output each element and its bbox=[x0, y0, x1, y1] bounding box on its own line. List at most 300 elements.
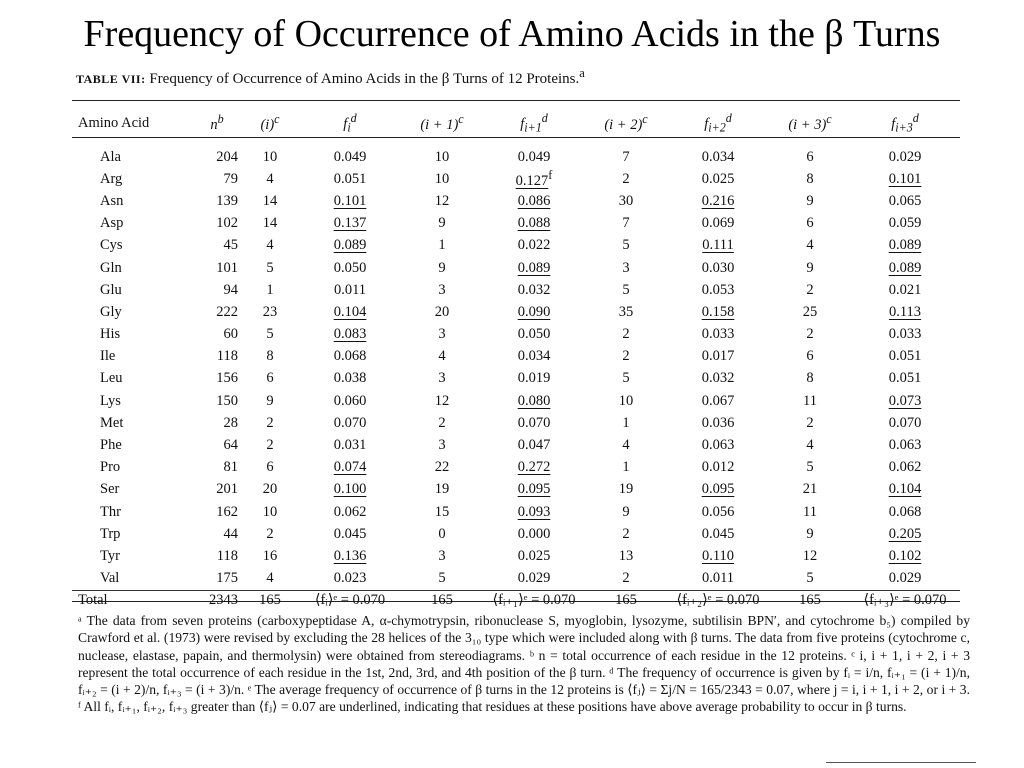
cell-value: 0.050 bbox=[333, 259, 367, 276]
cell-i3 bbox=[770, 390, 850, 412]
cell-i3 bbox=[770, 279, 850, 301]
cell-value: 0.051 bbox=[333, 170, 367, 187]
column-header bbox=[402, 110, 482, 136]
cell-value: 9 bbox=[806, 192, 814, 209]
cell-value: 4 bbox=[622, 437, 630, 454]
cell-aa bbox=[72, 457, 192, 479]
cell-value: 3 bbox=[622, 259, 630, 276]
cell-i2 bbox=[586, 368, 666, 390]
cell-value: 3 bbox=[438, 547, 446, 564]
cell-value: 0.083 bbox=[333, 326, 367, 343]
cell-value: Trp bbox=[100, 525, 121, 542]
cell-value: Ser bbox=[100, 481, 120, 498]
cell-i1 bbox=[402, 479, 482, 501]
cell-i2 bbox=[586, 412, 666, 434]
cell-fi1 bbox=[482, 190, 586, 212]
cell-value: 0.029 bbox=[517, 570, 551, 587]
column-header-label: n bbox=[210, 116, 218, 133]
column-header bbox=[586, 110, 666, 136]
table-row bbox=[72, 457, 960, 479]
total-row bbox=[72, 590, 960, 611]
cell-aa bbox=[72, 301, 192, 323]
cell-aa bbox=[72, 545, 192, 567]
cell-value: 175 bbox=[216, 570, 238, 587]
cell-value: 0.216 bbox=[701, 192, 735, 209]
cell-value: 9 bbox=[438, 215, 446, 232]
cell-value: 35 bbox=[618, 303, 634, 320]
cell-i bbox=[242, 190, 298, 212]
cell-n bbox=[192, 235, 242, 257]
cell-value: 2 bbox=[622, 170, 630, 187]
cell-value: 156 bbox=[216, 370, 238, 387]
cell-value: Phe bbox=[100, 437, 122, 454]
cell-value: 6 bbox=[806, 148, 814, 165]
cell-value: 4 bbox=[438, 348, 446, 365]
total-cell-i1: 165 bbox=[402, 590, 482, 611]
cell-value: 14 bbox=[262, 192, 278, 209]
cell-i bbox=[242, 457, 298, 479]
column-header-label: Amino Acid bbox=[78, 114, 150, 131]
cell-n bbox=[192, 457, 242, 479]
cell-i bbox=[242, 390, 298, 412]
cell-value: 2 bbox=[266, 525, 274, 542]
cell-value: 0.029 bbox=[888, 570, 922, 587]
cell-value: 1 bbox=[266, 281, 274, 298]
cell-value: 1 bbox=[622, 459, 630, 476]
cell-fi3 bbox=[850, 213, 960, 235]
cell-fi1 bbox=[482, 257, 586, 279]
cell-fi2 bbox=[666, 545, 770, 567]
cell-value: 0.045 bbox=[333, 525, 367, 542]
cell-fi2 bbox=[666, 213, 770, 235]
cell-fi2 bbox=[666, 168, 770, 190]
cell-value: 5 bbox=[622, 237, 630, 254]
cell-i2 bbox=[586, 501, 666, 523]
cell-fi2 bbox=[666, 501, 770, 523]
cell-value: 0.000 bbox=[517, 525, 551, 542]
cell-value: 0.047 bbox=[517, 437, 551, 454]
cell-value: 20 bbox=[434, 303, 450, 320]
cell-i2 bbox=[586, 346, 666, 368]
cell-fi1 bbox=[482, 324, 586, 346]
cell-fi bbox=[298, 545, 402, 567]
cell-i1 bbox=[402, 324, 482, 346]
cell-value: 0.063 bbox=[701, 437, 735, 454]
cell-fi1 bbox=[482, 390, 586, 412]
column-header bbox=[192, 110, 242, 136]
cell-value: 13 bbox=[618, 547, 634, 564]
cell-value: 0.104 bbox=[333, 303, 367, 320]
cell-value: 0.049 bbox=[517, 148, 551, 165]
cell-fi3 bbox=[850, 346, 960, 368]
total-cell-i: 165 bbox=[242, 590, 298, 611]
table-row bbox=[72, 324, 960, 346]
cell-value: 4 bbox=[806, 437, 814, 454]
cell-value: 0.036 bbox=[701, 414, 735, 431]
cell-fi2 bbox=[666, 301, 770, 323]
cell-value: 0.032 bbox=[517, 281, 551, 298]
cell-value: 10 bbox=[618, 392, 634, 409]
cell-i1 bbox=[402, 545, 482, 567]
column-header bbox=[482, 110, 586, 136]
cell-value: 0.127 bbox=[515, 173, 549, 190]
cell-n bbox=[192, 324, 242, 346]
cell-value: 2 bbox=[438, 414, 446, 431]
cell-i2 bbox=[586, 479, 666, 501]
cell-value: 0.089 bbox=[888, 237, 922, 254]
cell-footnote-mark: f bbox=[548, 168, 553, 183]
cell-value: 0.101 bbox=[333, 192, 367, 209]
cell-i3 bbox=[770, 235, 850, 257]
cell-fi1 bbox=[482, 545, 586, 567]
cell-value: 0.031 bbox=[333, 437, 367, 454]
column-header-label: f bbox=[704, 115, 709, 132]
cell-value: 2 bbox=[806, 281, 814, 298]
cell-fi3 bbox=[850, 568, 960, 591]
cell-i3 bbox=[770, 545, 850, 567]
cell-i bbox=[242, 279, 298, 301]
cell-value: 0.049 bbox=[333, 148, 367, 165]
column-header-footnote-mark: c bbox=[826, 112, 832, 127]
cell-value: 0.068 bbox=[888, 503, 922, 520]
cell-i3 bbox=[770, 434, 850, 456]
cell-value: 3 bbox=[438, 281, 446, 298]
cell-value: 0.110 bbox=[701, 547, 735, 564]
cell-value: 8 bbox=[266, 348, 274, 365]
cell-fi3 bbox=[850, 301, 960, 323]
cell-value: 4 bbox=[266, 570, 274, 587]
cell-value: 22 bbox=[434, 459, 450, 476]
cell-n bbox=[192, 434, 242, 456]
cell-fi bbox=[298, 324, 402, 346]
cell-value: 0.017 bbox=[701, 348, 735, 365]
cell-aa bbox=[72, 346, 192, 368]
cell-value: 0.067 bbox=[701, 392, 735, 409]
column-header-label: f bbox=[343, 115, 348, 132]
cell-fi bbox=[298, 479, 402, 501]
cell-i1 bbox=[402, 213, 482, 235]
cell-fi bbox=[298, 136, 402, 168]
cell-value: 0.032 bbox=[701, 370, 735, 387]
cell-fi2 bbox=[666, 479, 770, 501]
cell-value: 0.137 bbox=[333, 215, 367, 232]
cell-value: 8 bbox=[806, 170, 814, 187]
cell-fi1 bbox=[482, 412, 586, 434]
cell-i2 bbox=[586, 324, 666, 346]
total-cell-label: Total bbox=[72, 590, 192, 611]
cell-value: 0.089 bbox=[333, 237, 367, 254]
cell-fi3 bbox=[850, 457, 960, 479]
cell-value: 0.089 bbox=[888, 259, 922, 276]
cell-i1 bbox=[402, 390, 482, 412]
cell-value: 14 bbox=[262, 215, 278, 232]
cell-fi bbox=[298, 523, 402, 545]
cell-fi1 bbox=[482, 368, 586, 390]
cell-fi3 bbox=[850, 190, 960, 212]
cell-value: 10 bbox=[434, 148, 450, 165]
cell-fi3 bbox=[850, 257, 960, 279]
cell-value: 28 bbox=[223, 414, 238, 431]
table-row bbox=[72, 213, 960, 235]
cell-aa bbox=[72, 136, 192, 168]
column-header-footnote-mark: d bbox=[541, 110, 548, 125]
cell-i1 bbox=[402, 434, 482, 456]
cell-fi2 bbox=[666, 390, 770, 412]
cell-value: 0.070 bbox=[888, 414, 922, 431]
cell-i bbox=[242, 235, 298, 257]
cell-value: 0.011 bbox=[333, 281, 367, 298]
cell-fi bbox=[298, 235, 402, 257]
cell-value: 0.050 bbox=[517, 326, 551, 343]
column-header-label: (i + 3) bbox=[788, 116, 827, 133]
cell-fi2 bbox=[666, 457, 770, 479]
cell-i1 bbox=[402, 412, 482, 434]
cell-fi3 bbox=[850, 136, 960, 168]
cell-i2 bbox=[586, 434, 666, 456]
cell-n bbox=[192, 279, 242, 301]
table-row bbox=[72, 568, 960, 591]
cell-i bbox=[242, 136, 298, 168]
cell-i2 bbox=[586, 457, 666, 479]
cell-i bbox=[242, 257, 298, 279]
column-header-label: (i) bbox=[260, 116, 275, 133]
cell-value: 6 bbox=[806, 215, 814, 232]
cell-fi bbox=[298, 501, 402, 523]
cell-value: 0.045 bbox=[701, 525, 735, 542]
cell-value: 4 bbox=[266, 170, 274, 187]
cell-fi3 bbox=[850, 434, 960, 456]
cell-value: 0.086 bbox=[517, 192, 551, 209]
cell-value: 25 bbox=[802, 303, 818, 320]
cell-aa bbox=[72, 412, 192, 434]
cell-i bbox=[242, 412, 298, 434]
cell-value: 5 bbox=[622, 281, 630, 298]
cell-value: 0.025 bbox=[517, 547, 551, 564]
cell-fi3 bbox=[850, 523, 960, 545]
column-header-label: (i + 2) bbox=[604, 116, 643, 133]
cell-aa bbox=[72, 434, 192, 456]
cell-i3 bbox=[770, 457, 850, 479]
table-caption-text: Frequency of Occurrence of Amino Acids in the β Turns of 12 Proteins. bbox=[149, 71, 580, 87]
cell-value: 44 bbox=[223, 525, 238, 542]
cell-aa bbox=[72, 257, 192, 279]
table-row bbox=[72, 346, 960, 368]
cell-fi3 bbox=[850, 479, 960, 501]
cell-value: 19 bbox=[618, 481, 634, 498]
cell-value: 201 bbox=[216, 481, 238, 498]
cell-value: 0.111 bbox=[702, 237, 734, 254]
cell-value: 0.019 bbox=[517, 370, 551, 387]
cell-n bbox=[192, 368, 242, 390]
cell-value: 0.068 bbox=[333, 348, 367, 365]
cell-value: 10 bbox=[262, 148, 278, 165]
cell-value: Pro bbox=[100, 459, 121, 476]
cell-value: 222 bbox=[216, 303, 238, 320]
cell-aa bbox=[72, 324, 192, 346]
cell-value: 2 bbox=[806, 326, 814, 343]
cell-value: 6 bbox=[266, 370, 274, 387]
cell-n bbox=[192, 136, 242, 168]
table-row bbox=[72, 412, 960, 434]
cell-value: 0.101 bbox=[888, 170, 922, 187]
table-row bbox=[72, 168, 960, 190]
cell-n bbox=[192, 346, 242, 368]
cell-fi1 bbox=[482, 479, 586, 501]
cell-fi bbox=[298, 301, 402, 323]
cell-value: 0.070 bbox=[517, 414, 551, 431]
cell-i3 bbox=[770, 168, 850, 190]
column-header-label: f bbox=[520, 115, 525, 132]
cell-fi1 bbox=[482, 501, 586, 523]
cell-n bbox=[192, 390, 242, 412]
cell-i bbox=[242, 479, 298, 501]
cell-value: 11 bbox=[803, 392, 817, 409]
cell-value: 5 bbox=[438, 570, 446, 587]
cell-value: 0.080 bbox=[517, 392, 551, 409]
cell-value: 2 bbox=[622, 348, 630, 365]
cell-fi3 bbox=[850, 545, 960, 567]
cell-value: Tyr bbox=[100, 547, 120, 564]
slide-title: Frequency of Occurrence of Amino Acids in the β Turns bbox=[83, 13, 941, 55]
total-cell-fi1: ⟨fᵢ₊₁⟩ᵉ = 0.070 bbox=[482, 590, 586, 611]
cell-fi2 bbox=[666, 346, 770, 368]
amino-acid-frequency-table bbox=[72, 110, 960, 611]
cell-aa bbox=[72, 568, 192, 591]
cell-fi bbox=[298, 213, 402, 235]
cell-value: 81 bbox=[223, 459, 238, 476]
cell-fi1 bbox=[482, 279, 586, 301]
cell-fi3 bbox=[850, 390, 960, 412]
column-header-label: (i + 1) bbox=[420, 116, 459, 133]
cell-i bbox=[242, 168, 298, 190]
cell-fi2 bbox=[666, 412, 770, 434]
cell-value: 79 bbox=[223, 170, 238, 187]
cell-value: 11 bbox=[803, 503, 817, 520]
cell-value: 0.095 bbox=[701, 481, 735, 498]
cell-value: 4 bbox=[266, 237, 274, 254]
column-header-subscript: i+2 bbox=[708, 120, 726, 135]
table-top-rule bbox=[72, 100, 960, 101]
cell-aa bbox=[72, 523, 192, 545]
cell-value: 9 bbox=[622, 503, 630, 520]
cell-i2 bbox=[586, 523, 666, 545]
cell-aa bbox=[72, 235, 192, 257]
cell-value: 0.038 bbox=[333, 370, 367, 387]
cell-i bbox=[242, 434, 298, 456]
cell-fi1 bbox=[482, 213, 586, 235]
table-caption-footnote-mark: a bbox=[579, 66, 585, 80]
cell-i2 bbox=[586, 235, 666, 257]
cell-i1 bbox=[402, 190, 482, 212]
table-row bbox=[72, 390, 960, 412]
cell-value: 0.093 bbox=[517, 503, 551, 520]
cell-i3 bbox=[770, 257, 850, 279]
cell-value: 0.069 bbox=[701, 215, 735, 232]
cell-value: Arg bbox=[100, 170, 123, 187]
table-row bbox=[72, 523, 960, 545]
cell-value: 12 bbox=[802, 547, 818, 564]
table-row bbox=[72, 279, 960, 301]
cell-value: 2 bbox=[266, 437, 274, 454]
cell-value: 16 bbox=[262, 547, 278, 564]
cell-i1 bbox=[402, 523, 482, 545]
cell-value: 0.059 bbox=[888, 215, 922, 232]
cell-value: 8 bbox=[806, 370, 814, 387]
cell-i2 bbox=[586, 213, 666, 235]
cell-value: 0.033 bbox=[701, 326, 735, 343]
cell-value: 9 bbox=[806, 525, 814, 542]
cell-value: 0.062 bbox=[888, 459, 922, 476]
cell-fi bbox=[298, 190, 402, 212]
column-header bbox=[850, 110, 960, 136]
cell-fi bbox=[298, 434, 402, 456]
cell-fi3 bbox=[850, 235, 960, 257]
cell-value: Val bbox=[100, 570, 120, 587]
cell-value: 118 bbox=[216, 547, 238, 564]
cell-fi1 bbox=[482, 301, 586, 323]
cell-i1 bbox=[402, 368, 482, 390]
cell-i1 bbox=[402, 279, 482, 301]
table-row bbox=[72, 545, 960, 567]
cell-fi2 bbox=[666, 190, 770, 212]
cell-i2 bbox=[586, 136, 666, 168]
cell-value: Asn bbox=[100, 192, 124, 209]
cell-value: 0.104 bbox=[888, 481, 922, 498]
cell-fi bbox=[298, 257, 402, 279]
cell-value: 0.113 bbox=[888, 303, 922, 320]
cell-value: 3 bbox=[438, 326, 446, 343]
cell-value: 6 bbox=[806, 348, 814, 365]
cell-value: 30 bbox=[618, 192, 634, 209]
cell-fi1 bbox=[482, 434, 586, 456]
total-cell-i3: 165 bbox=[770, 590, 850, 611]
cell-i bbox=[242, 301, 298, 323]
cell-i1 bbox=[402, 301, 482, 323]
cell-value: 4 bbox=[806, 237, 814, 254]
cell-value: 0.088 bbox=[517, 215, 551, 232]
cell-value: 60 bbox=[223, 326, 238, 343]
cell-fi2 bbox=[666, 257, 770, 279]
cell-aa bbox=[72, 213, 192, 235]
page-bottom-rule bbox=[826, 762, 976, 763]
cell-i2 bbox=[586, 390, 666, 412]
cell-i3 bbox=[770, 136, 850, 168]
cell-aa bbox=[72, 390, 192, 412]
cell-i3 bbox=[770, 346, 850, 368]
cell-value: 0.102 bbox=[888, 547, 922, 564]
cell-value: 45 bbox=[223, 237, 238, 254]
cell-n bbox=[192, 190, 242, 212]
column-header-label: f bbox=[891, 115, 896, 132]
cell-i1 bbox=[402, 457, 482, 479]
cell-fi2 bbox=[666, 523, 770, 545]
cell-value: 0.053 bbox=[701, 281, 735, 298]
table-row bbox=[72, 190, 960, 212]
cell-i2 bbox=[586, 301, 666, 323]
cell-value: 2 bbox=[266, 414, 274, 431]
cell-value: 0.073 bbox=[888, 392, 922, 409]
cell-value: 12 bbox=[434, 392, 450, 409]
cell-value: 150 bbox=[216, 392, 238, 409]
cell-i bbox=[242, 324, 298, 346]
cell-n bbox=[192, 501, 242, 523]
cell-value: Cys bbox=[100, 237, 123, 254]
cell-value: 0.021 bbox=[888, 281, 922, 298]
cell-value: Gly bbox=[100, 303, 122, 320]
table-caption bbox=[76, 66, 585, 88]
cell-i1 bbox=[402, 136, 482, 168]
cell-value: 64 bbox=[223, 437, 238, 454]
